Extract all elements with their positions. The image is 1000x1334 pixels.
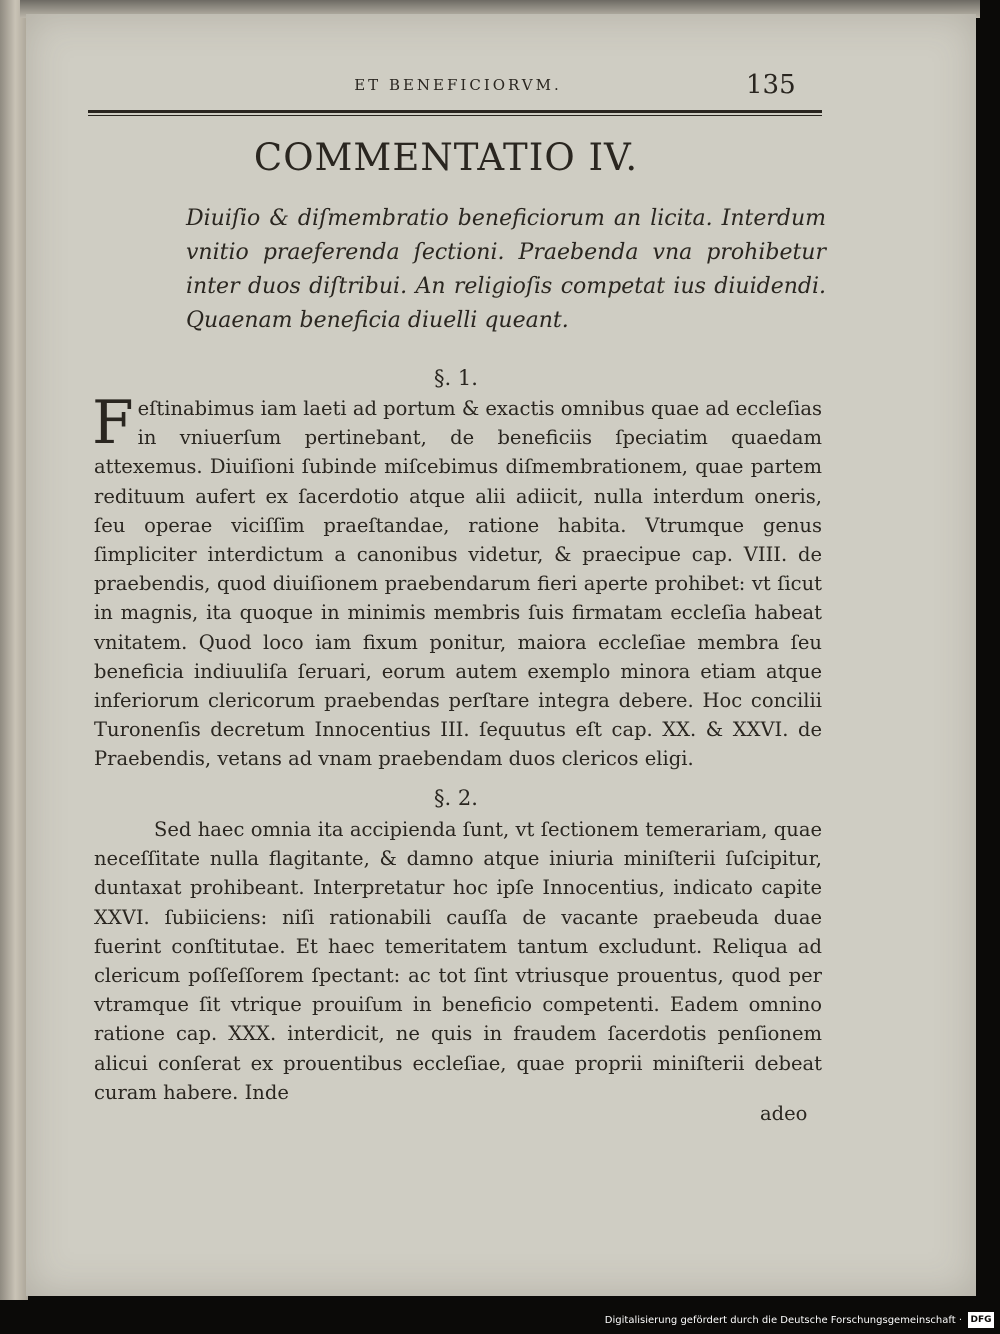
chapter-summary: Diuiſio & diſmembratio beneficiorum an licita. Interdum vnitio praeferenda ſectioni. Praebenda vna prohibetur inter duos diſtribui. An religioſis competat ius diuidendi. Quaenam beneficia diuelli queant. <box>186 206 826 333</box>
chapter-title: COMMENTATIO IV. <box>253 136 639 179</box>
header-rule-thin <box>88 115 822 116</box>
catchword: adeo <box>760 1102 808 1125</box>
running-head: ET BENEFICIORVM. <box>354 76 562 94</box>
header-rule <box>88 110 822 113</box>
section-1-text: eſtinabimus iam laeti ad portum & exactis omnibus quae ad eccleſias in vniuerſum pertinebant, de beneficiis ſpeciatim quaedam attexemus. Diuiſioni ſubinde miſcebimus diſmembrationem, quae partem redituum aufert ex ſacerdotio atque alii adiicit, nulla interdum oneris, ſeu operae viciſſim praeſtandae, ratione habita. Vtrumque genus ſimpliciter interdictum a canonibus videtur, & praecipue cap. VIII. de praebendis, quod diuiſionem praebendarum fieri aperte prohibet: vt ſicut in magnis, ita quoque in minimis membris ſuis firmatam eccleſia habeat vnitatem. Quod loco iam fixum ponitur, maiora eccleſiae membra ſeu beneficia indiuuliſa ſeruari, eorum autem exemplo minora etiam atque inferiorum clericorum praebendas perſtare integra debere. Hoc concilii Turonenſis decretum Innocentius III. ſequutus eſt cap. XX. & XXVI. de Praebendis, vetans ad vnam praebendam duos clericos eligi. <box>94 397 822 771</box>
dfg-logo-icon: DFG <box>968 1312 994 1328</box>
section-1-label: §. 1. <box>434 366 478 390</box>
page-number: 135 <box>746 70 796 100</box>
section-1-paragraph <box>92 388 822 774</box>
section-2-label: §. 2. <box>434 786 478 810</box>
section-2-paragraph: Sed haec omnia ita accipienda ſunt, vt ſectionem temerariam, quae neceſſitate nulla flagitante, & damno atque iniuria miniſterii ſuſcipitur, duntaxat prohibeant. Interpretatur hoc ipſe Innocentius, indicato capite XXVI. ſubiiciens: niſi rationabili cauſſa de vacante praebeuda duae fuerint conſtitutae. Et haec temeritatem tantum excludunt. Reliqua ad clericum poſſeſſorem ſpectant: ac tot ſint vtriusque prouentus, quod per vtramque ſit vtrique prouiſum in beneficio competenti. Eadem omnino ratione cap. XXX. interdicit, ne quis in fraudem ſacerdotis penſionem alicui conſerat ex prouentibus eccleſiae, quae proprii miniſterii debeat curam habere. Inde <box>94 818 822 1104</box>
book-page <box>26 14 976 1296</box>
book-edge-left <box>0 0 28 1300</box>
funding-credit: Digitalisierung gefördert durch die Deutsche Forschungsgemeinschaft · <box>604 1315 962 1326</box>
drop-cap: F <box>92 388 134 458</box>
